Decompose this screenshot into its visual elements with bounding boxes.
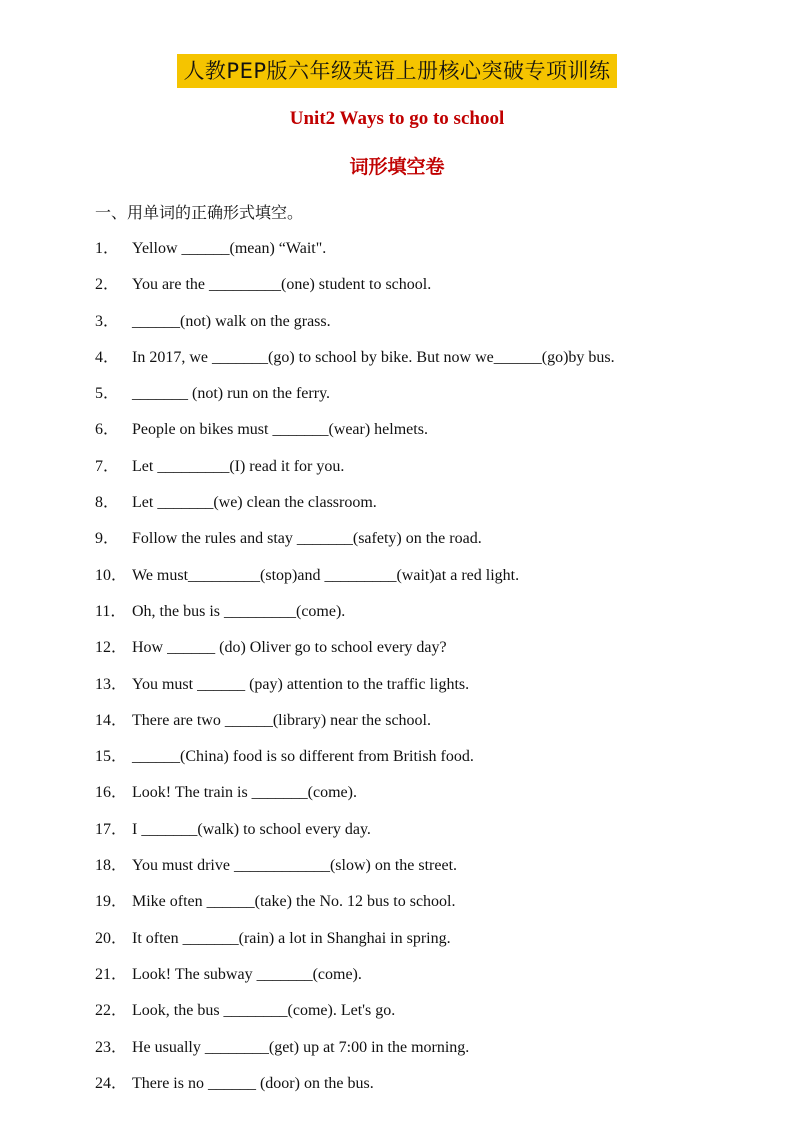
question-number: 16．: [95, 784, 128, 802]
question-item: [95, 746, 615, 782]
question-number: 7．: [95, 457, 120, 475]
question-text: There is no ______ (door) on the bus.: [132, 1074, 374, 1092]
question-number: 1．: [95, 240, 120, 257]
question-list: [95, 238, 615, 1109]
question-text: He usually ________(get) up at 7:00 in the morning.: [132, 1038, 470, 1056]
question-number: 23．: [95, 1038, 128, 1056]
question-text: We must_________(stop)and _________(wait)at a red light.: [132, 566, 520, 584]
question-text: ______(not) walk on the grass.: [132, 312, 331, 330]
question-number: 12．: [95, 639, 128, 657]
question-text: People on bikes must _______(wear) helmets.: [132, 421, 428, 439]
question-item: [95, 928, 615, 964]
question-item: [95, 456, 615, 492]
question-text: You are the _________(one) student to school.: [132, 276, 432, 294]
question-number: 13．: [95, 675, 128, 693]
unit-subtitle: Unit2 Ways to go to school: [289, 108, 505, 129]
question-number: 9．: [95, 530, 120, 548]
question-item: [95, 710, 615, 746]
question-item: [95, 1000, 615, 1036]
question-item: [95, 347, 615, 383]
question-number: 17．: [95, 820, 128, 838]
question-item: [95, 674, 615, 710]
question-text: _______ (not) run on the ferry.: [132, 385, 331, 403]
question-number: 24．: [95, 1074, 128, 1092]
question-number: 4．: [95, 348, 120, 366]
question-text: Look! The train is _______(come).: [132, 784, 357, 802]
question-text: Follow the rules and stay _______(safety) on the road.: [132, 530, 482, 548]
question-item: [95, 964, 615, 1000]
question-item: [95, 419, 615, 455]
question-item: [95, 601, 615, 637]
question-text: Let _______(we) clean the classroom.: [132, 494, 377, 512]
worksheet-type: 词形填空卷: [349, 156, 445, 178]
question-number: 14．: [95, 711, 128, 729]
question-text: In 2017, we _______(go) to school by bike. But now we______(go)by bus.: [132, 348, 615, 366]
question-number: 3．: [95, 312, 120, 330]
question-item: [95, 855, 615, 891]
question-number: 5．: [95, 385, 120, 403]
question-text: Look! The subway _______(come).: [132, 965, 362, 983]
question-item: [95, 311, 615, 347]
question-number: 2．: [95, 276, 120, 294]
question-number: 10．: [95, 566, 128, 584]
question-number: 21．: [95, 965, 128, 983]
question-text: Look, the bus ________(come). Let's go.: [132, 1002, 396, 1020]
question-number: 11．: [95, 602, 127, 620]
question-item: [95, 1073, 615, 1109]
question-text: I _______(walk) to school every day.: [132, 820, 371, 838]
question-text: Yellow ______(mean) “Wait".: [132, 240, 327, 257]
question-item: [95, 819, 615, 855]
question-text: Oh, the bus is _________(come).: [132, 602, 346, 620]
question-item: [95, 782, 615, 818]
question-text: Let _________(I) read it for you.: [132, 457, 345, 475]
question-text: You must drive ____________(slow) on the street.: [132, 857, 458, 875]
section-heading: 一、用单词的正确形式填空。: [95, 203, 304, 222]
question-text: There are two ______(library) near the school.: [132, 711, 431, 729]
question-number: 6．: [95, 421, 120, 439]
question-text: How ______ (do) Oliver go to school every day?: [132, 639, 447, 657]
question-number: 19．: [95, 893, 128, 911]
question-item: [95, 891, 615, 927]
question-text: ______(China) food is so different from British food.: [132, 748, 474, 766]
question-item: [95, 274, 615, 310]
question-number: 18．: [95, 857, 128, 875]
document-title: 人教PEP版六年级英语上册核心突破专项训练: [177, 54, 616, 88]
question-number: 8．: [95, 494, 120, 512]
question-number: 20．: [95, 929, 128, 947]
question-item: [95, 565, 615, 601]
question-text: Mike often ______(take) the No. 12 bus to school.: [132, 893, 456, 911]
question-item: [95, 528, 615, 564]
question-item: [95, 1037, 615, 1073]
question-number: 15．: [95, 748, 128, 766]
question-item: [95, 238, 615, 274]
question-item: [95, 383, 615, 419]
question-text: You must ______ (pay) attention to the traffic lights.: [132, 675, 470, 693]
question-text: It often _______(rain) a lot in Shanghai in spring.: [132, 929, 451, 947]
question-number: 22．: [95, 1002, 128, 1020]
question-item: [95, 637, 615, 673]
title-container: [0, 54, 794, 88]
question-item: [95, 492, 615, 528]
